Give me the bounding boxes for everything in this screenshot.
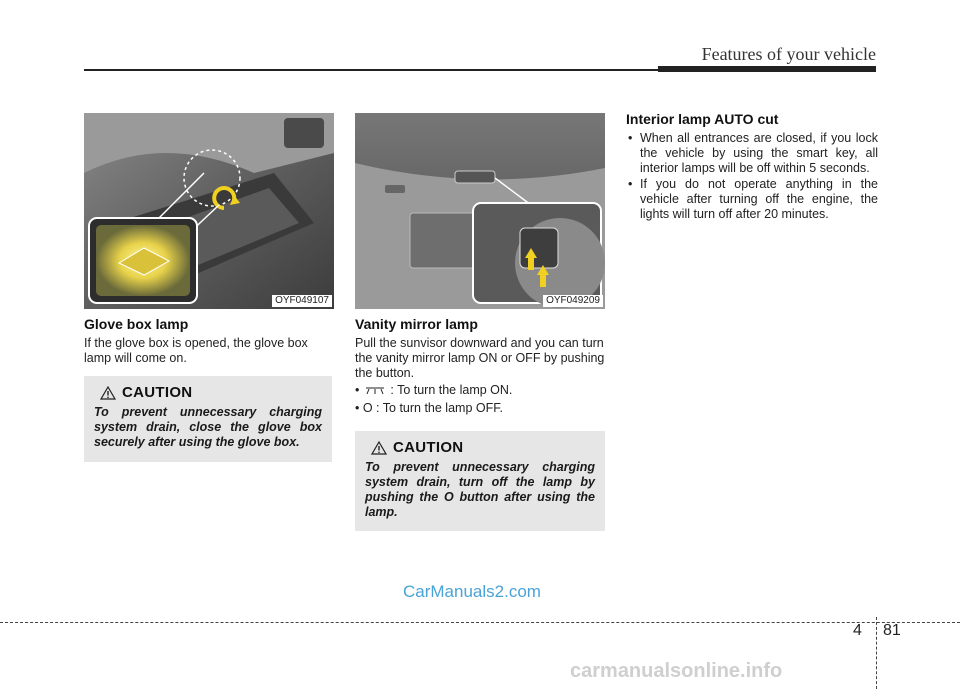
vanity-heading: Vanity mirror lamp xyxy=(355,316,478,332)
caution-title: CAUTION xyxy=(122,384,193,401)
page-number-divider xyxy=(876,617,877,689)
glove-box-figure xyxy=(84,113,334,309)
auto-cut-bullet-1: When all entrances are closed, if you lock the vehicle by using the smart key, all interior lamps will be off within 5 seconds. xyxy=(640,131,878,175)
warning-icon xyxy=(371,441,387,455)
figure-code: OYF049107 xyxy=(272,295,332,307)
vanity-caution xyxy=(355,431,605,531)
caution-text: To prevent unnecessary charging system drain, close the glove box securely after using the glove box. xyxy=(94,405,322,449)
vanity-mirror-illustration xyxy=(355,113,605,309)
header-rule xyxy=(84,69,660,71)
glove-box-heading: Glove box lamp xyxy=(84,316,189,332)
page-number: 81 xyxy=(883,622,901,639)
list-item: • O : To turn the lamp OFF. xyxy=(355,401,503,415)
lamp-on-icon xyxy=(363,386,387,396)
vanity-mirror-figure xyxy=(355,113,605,309)
chapter-number: 4 xyxy=(853,622,862,639)
page-header-title: Features of your vehicle xyxy=(701,44,876,64)
list-item: • If you do not operate anything in the vehicle after turning off the engine, the lights will turn off after 20 minutes. xyxy=(628,177,878,221)
auto-cut-bullets xyxy=(626,131,878,223)
figure-code: OYF049209 xyxy=(543,295,603,307)
caution-title: CAUTION xyxy=(393,439,464,456)
glove-box-illustration xyxy=(84,113,334,309)
glove-box-text: If the glove box is opened, the glove box lamp will come on. xyxy=(84,336,308,365)
warning-icon xyxy=(100,386,116,400)
list-item: • : To turn the lamp ON. xyxy=(355,383,513,397)
lamp-off-text: O : To turn the lamp OFF. xyxy=(362,401,503,415)
footer-rule xyxy=(0,622,960,623)
vanity-text: Pull the sunvisor downward and you can turn the vanity mirror lamp ON or OFF by pushing the button. xyxy=(355,336,605,380)
auto-cut-heading: Interior lamp AUTO cut xyxy=(626,111,779,127)
bottom-watermark: carmanualsonline.info xyxy=(570,660,783,682)
vanity-bullets xyxy=(355,383,607,416)
watermark-link[interactable]: CarManuals2.com xyxy=(403,582,541,601)
header-rule-accent xyxy=(658,66,876,72)
lamp-on-text: : To turn the lamp ON. xyxy=(390,383,513,397)
glove-box-caution xyxy=(84,376,332,462)
auto-cut-bullet-2: If you do not operate anything in the vehicle after turning off the engine, the lights will turn off after 20 minutes. xyxy=(640,177,878,221)
list-item: • When all entrances are closed, if you lock the vehicle by using the smart key, all interior lamps will be off within 5 seconds. xyxy=(628,131,878,175)
caution-text: To prevent unnecessary charging system drain, turn off the lamp by pushing the O button after using the lamp. xyxy=(365,460,595,519)
